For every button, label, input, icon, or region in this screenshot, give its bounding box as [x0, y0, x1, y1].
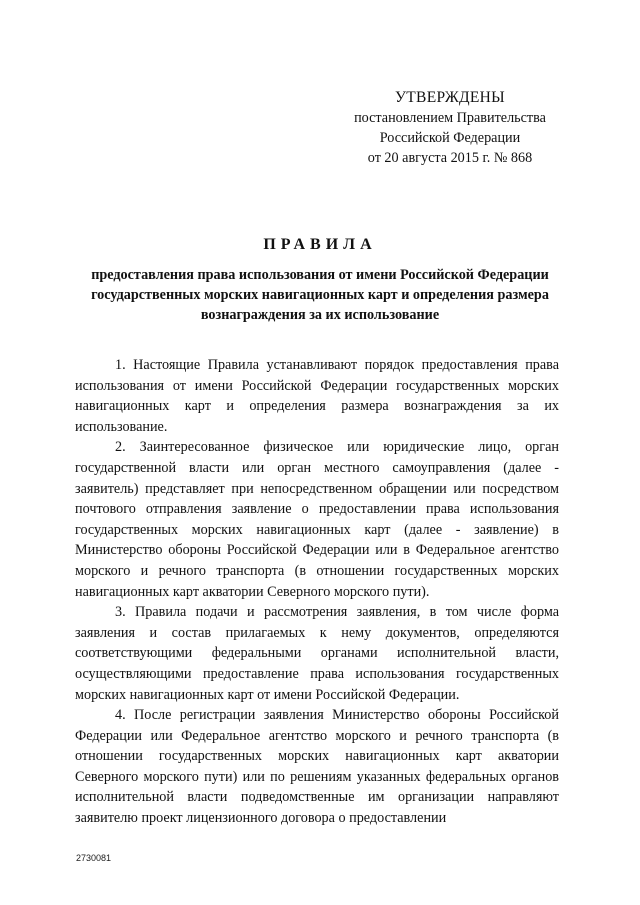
approval-line-2: Российской Федерации — [379, 130, 521, 146]
approval-stamp — [340, 88, 560, 168]
footer-document-code: 2730081 — [76, 853, 112, 863]
document-subtitle: предоставления права использования от имени Российской Федерации государственных морских навигационных карт и определения размера вознаграждения за их использование — [91, 267, 549, 323]
document-title: ПРАВИЛА — [263, 236, 377, 253]
paragraph-1: 1. Настоящие Правила устанавливают порядок предоставления права использования от имени Российской Федерации государственных морских навигационных карт и определения размера вознаграждения за их использование. — [75, 357, 559, 435]
approval-heading: УТВЕРЖДЕНЫ — [395, 89, 505, 106]
approval-line-3: от 20 августа 2015 г. № 868 — [367, 150, 533, 166]
document-body — [75, 355, 559, 829]
approval-line-1: постановлением Правительства — [354, 110, 546, 126]
paragraph-4: 4. После регистрации заявления Министерство обороны Российской Федерации или Федеральное агентство морского и речного транспорта (в отношении государственных морских навигационных карт акватории Северного морского пути) или по решениям указанных федеральных органов исполнительной власти подведомственные им организации направляют заявителю проект лицензионного договора о предоставлении — [75, 707, 559, 827]
paragraph-2: 2. Заинтересованное физическое или юридические лицо, орган государственной власти или орган местного самоуправления (далее - заявитель) представляет при непосредственном обращении или посредством почтового отправления заявление о предоставлении права использования государственных морских навигационных карт (далее - заявление) в Министерство обороны Российской Федерации или в Федеральное агентство морского и речного транспорта (в отношении государственных морских навигационных карт акватории Северного морского пути). — [75, 439, 559, 600]
paragraph-3: 3. Правила подачи и рассмотрения заявления, в том числе форма заявления и состав прилагаемых к нему документов, определяются соответствующими федеральными органами исполнительной власти, осуществляющими предоставление права использования государственных морских навигационных карт от имени Российской Федерации. — [75, 604, 559, 703]
